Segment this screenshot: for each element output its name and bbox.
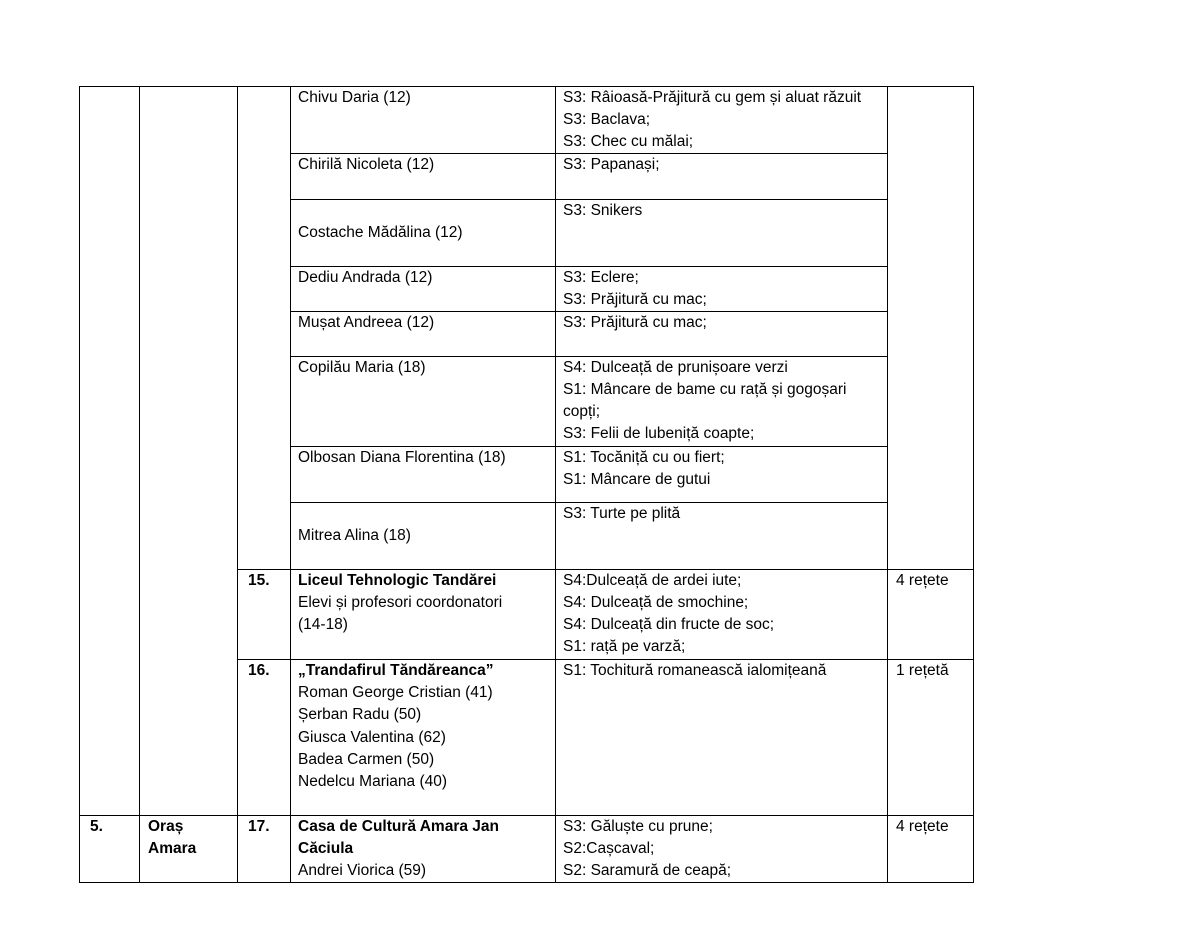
locality-name: Amara — [148, 840, 197, 857]
table-border-bottom — [79, 882, 974, 883]
participant-name: Mușat Andreea (12) — [298, 314, 435, 331]
participant-name: Costache Mădălina (12) — [298, 224, 463, 241]
entry-title: Căciula — [298, 840, 354, 857]
recipe-line: S1: rață pe varză; — [563, 638, 686, 655]
recipe-line: S3: Baclava; — [563, 111, 651, 128]
recipe-line: S3: Prăjitură cu mac; — [563, 291, 707, 308]
recipe-line: S3: Papanași; — [563, 156, 660, 173]
participant-name: Chivu Daria (12) — [298, 89, 411, 106]
entry-title: „Trandafirul Tăndăreanca” — [298, 662, 494, 679]
recipe-line: S3: Felii de lubeniță coapte; — [563, 425, 755, 442]
entry-line: Andrei Viorica (59) — [298, 862, 427, 879]
recipe-line: S1: Tochitură romanească ialomițeană — [563, 662, 827, 679]
participant-name: Copilău Maria (18) — [298, 359, 426, 376]
recipe-line: S1: Mâncare de bame cu rață și gogoșari — [563, 381, 847, 398]
table-border-left — [79, 86, 80, 883]
col-divider-4 — [555, 86, 556, 883]
recipe-line: copți; — [563, 403, 601, 420]
col-divider-5 — [887, 86, 888, 883]
recipe-line: S3: Râioasă-Prăjitură cu gem și aluat răzuit — [563, 89, 862, 106]
recipe-count: 4 rețete — [896, 572, 949, 589]
recipe-line: S4: Dulceață din fructe de soc; — [563, 616, 775, 633]
col-divider-1 — [139, 86, 140, 883]
recipe-line: S3: Turte pe plită — [563, 505, 681, 522]
recipe-line: S3: Prăjitură cu mac; — [563, 314, 707, 331]
recipe-line: S1: Mâncare de gutui — [563, 471, 711, 488]
recipe-line: S2:Cașcaval; — [563, 840, 655, 857]
col-divider-2 — [237, 86, 238, 883]
table-border-right — [973, 86, 974, 883]
participant-name: Mitrea Alina (18) — [298, 527, 411, 544]
participant-name: Olbosan Diana Florentina (18) — [298, 449, 506, 466]
entry-line: Șerban Radu (50) — [298, 706, 422, 723]
recipe-line: S1: Tocăniță cu ou fiert; — [563, 449, 725, 466]
recipe-line: S3: Snikers — [563, 202, 643, 219]
recipe-line: S3: Găluște cu prune; — [563, 818, 713, 835]
entry-title: Casa de Cultură Amara Jan — [298, 818, 500, 835]
recipe-line: S4: Dulceață de prunișoare verzi — [563, 359, 788, 376]
entry-number: 15. — [248, 572, 270, 589]
entry-line: Badea Carmen (50) — [298, 751, 435, 768]
entry-number: 16. — [248, 662, 270, 679]
entry-line: Roman George Cristian (41) — [298, 684, 493, 701]
participant-name: Dediu Andrada (12) — [298, 269, 433, 286]
entry-line: (14-18) — [298, 616, 348, 633]
locality-index: 5. — [90, 818, 103, 835]
participant-name: Chirilă Nicoleta (12) — [298, 156, 435, 173]
entry-line: Nedelcu Mariana (40) — [298, 773, 448, 790]
recipe-count: 1 rețetă — [896, 662, 949, 679]
recipe-count: 4 rețete — [896, 818, 949, 835]
entry-title: Liceul Tehnologic Tandărei — [298, 572, 497, 589]
entry-number: 17. — [248, 818, 270, 835]
recipe-line: S4:Dulceață de ardei iute; — [563, 572, 742, 589]
locality-name: Oraș — [148, 818, 184, 835]
col-divider-3 — [290, 86, 291, 883]
recipe-line: S2: Saramură de ceapă; — [563, 862, 732, 879]
recipe-line: S3: Chec cu mălai; — [563, 133, 694, 150]
recipe-line: S4: Dulceață de smochine; — [563, 594, 749, 611]
row-divider — [79, 815, 974, 816]
recipe-line: S3: Eclere; — [563, 269, 639, 286]
entry-line: Giusca Valentina (62) — [298, 729, 446, 746]
entry-line: Elevi și profesori coordonatori — [298, 594, 503, 611]
